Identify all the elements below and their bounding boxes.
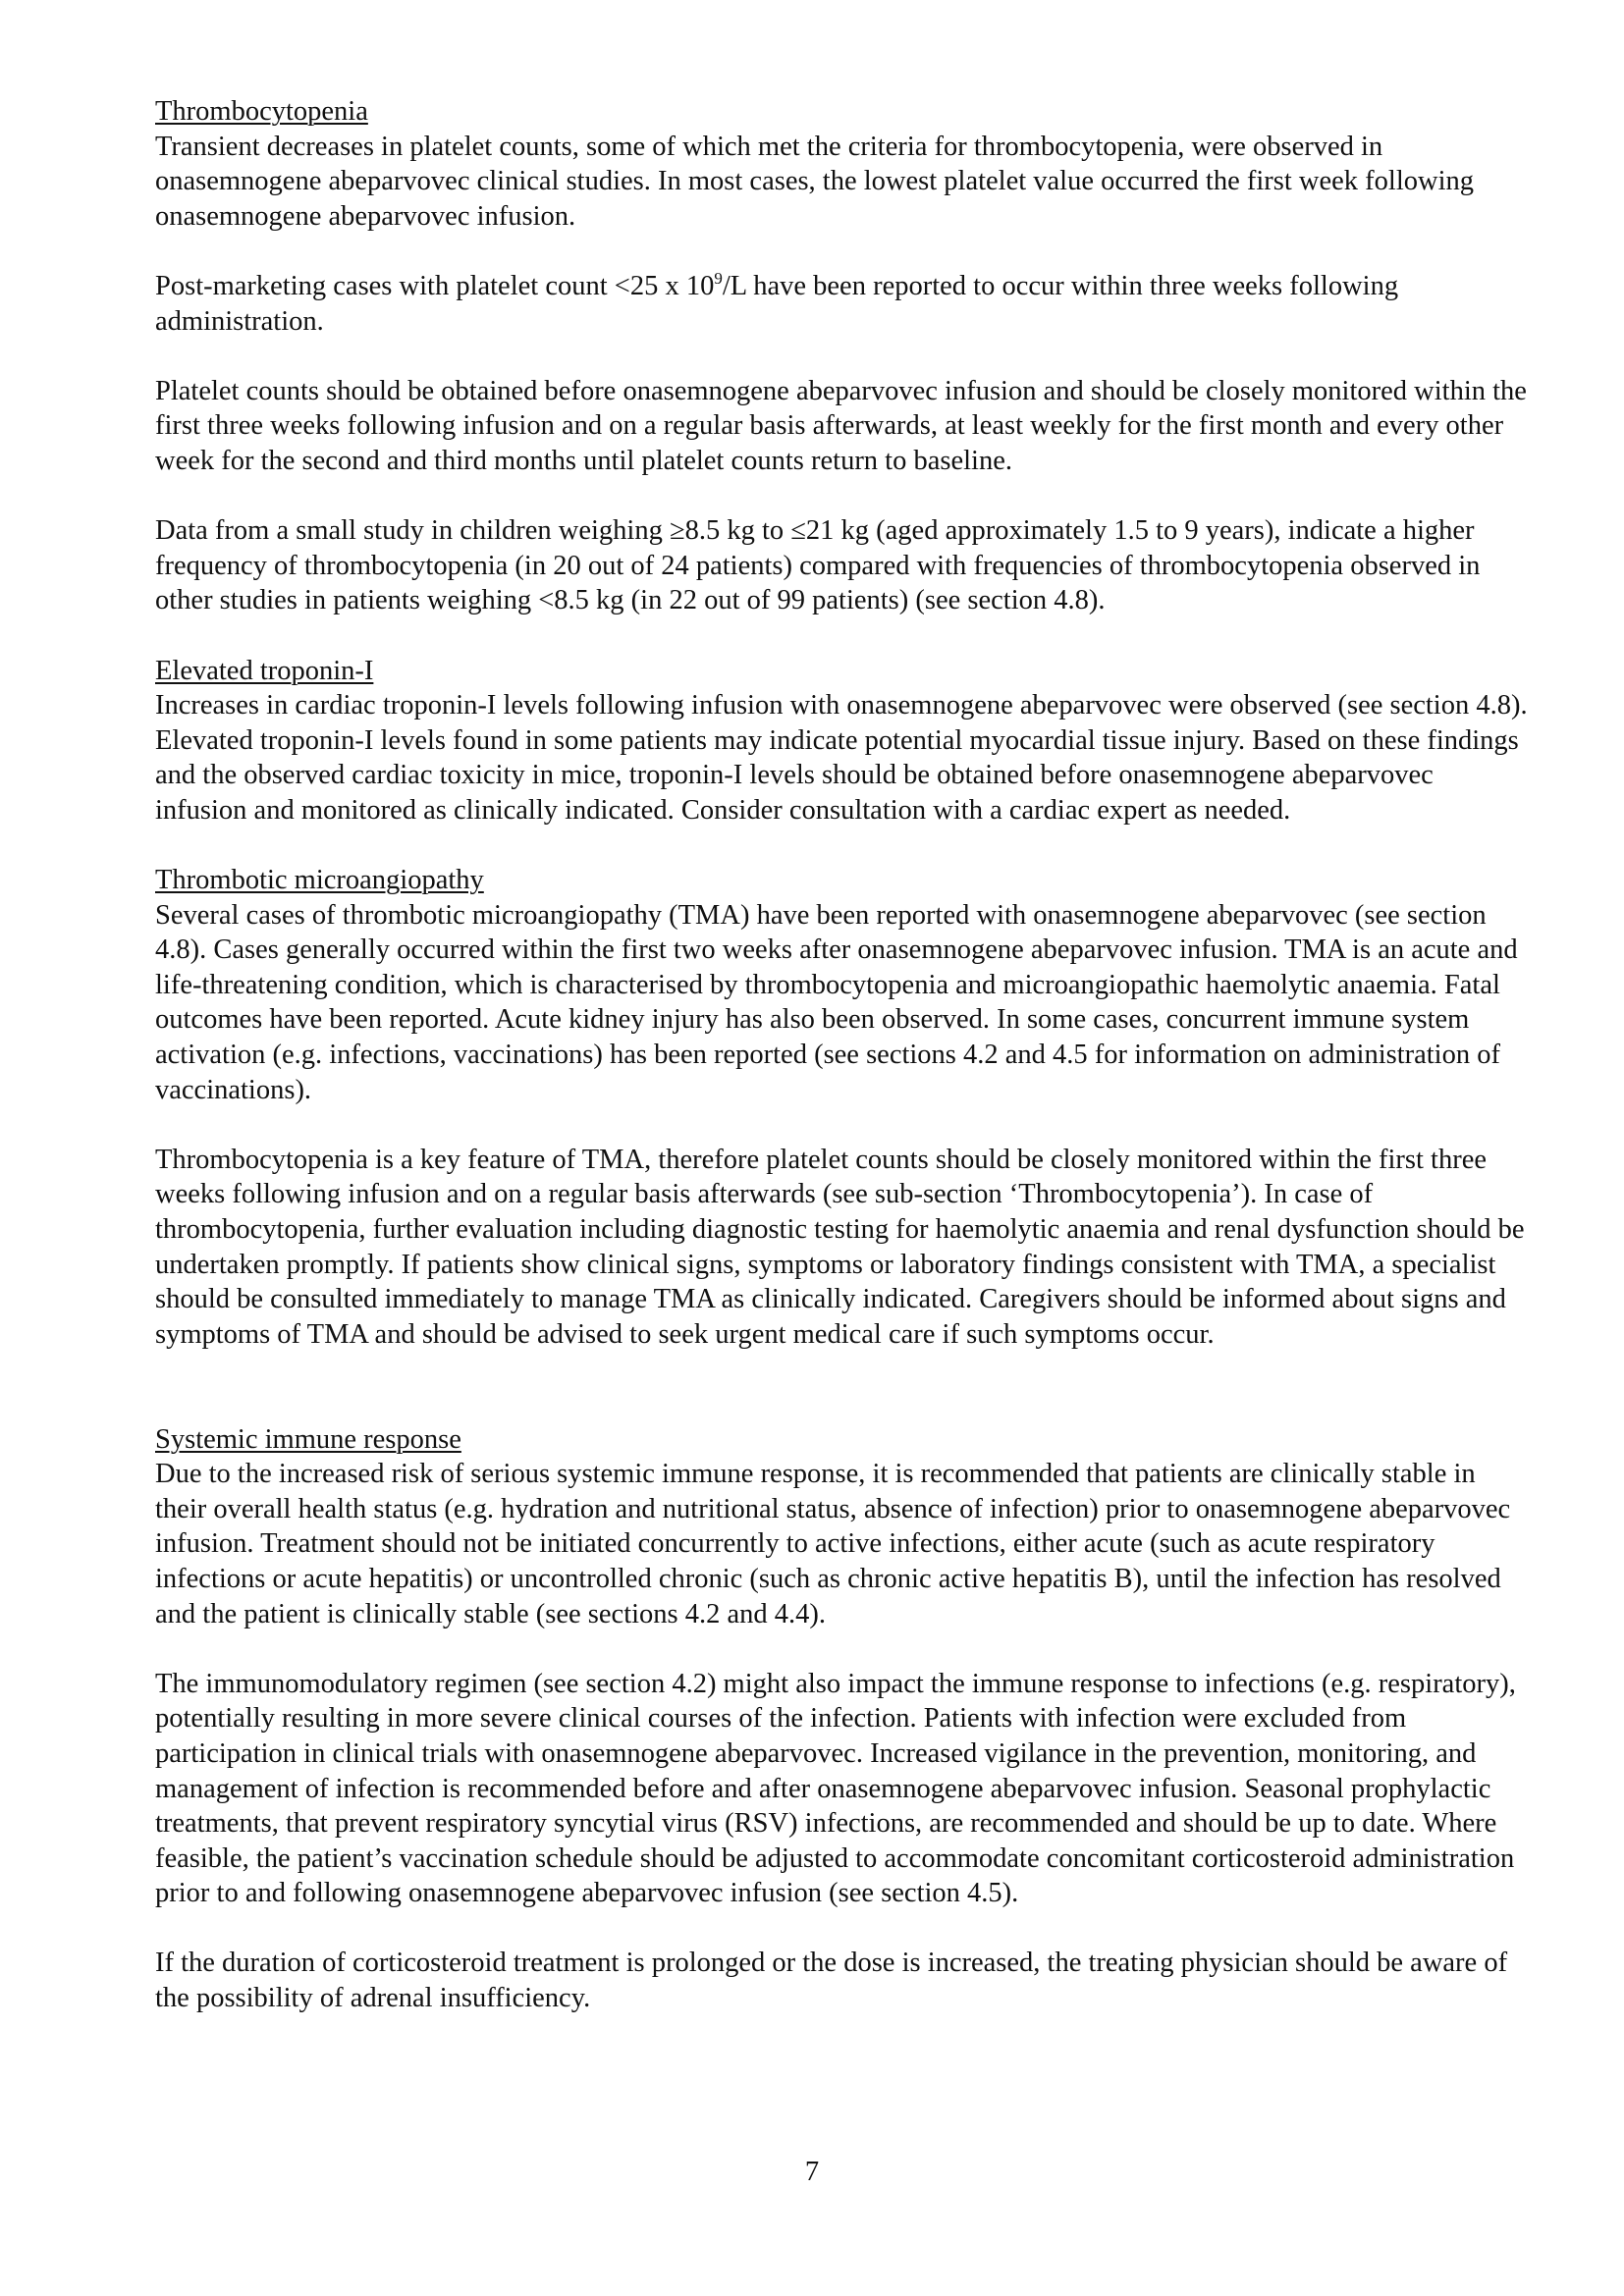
exponent-superscript: 9	[714, 268, 723, 288]
immune-paragraph-3: If the duration of corticosteroid treatment is prolonged or the dose is increased, the treating physician should be aware of the possibility of adrenal insufficiency.	[155, 1948, 1508, 2014]
thrombocytopenia-paragraph-3: Platelet counts should be obtained before onasemnogene abeparvovec infusion and should be closely monitored within the first three weeks following infusion and on a regular basis afterwards, at least weekly for the first month and every other week for the second and third months until platelet counts return to baseline.	[155, 375, 1527, 476]
thrombocytopenia-paragraph-2-part-1: Post-marketing cases with platelet count <25 x 10	[155, 270, 715, 301]
paragraph-gap	[155, 1107, 1530, 1143]
paragraph-gap	[155, 618, 1530, 654]
thrombocytopenia-paragraph-2-part-2: /L have been reported to occur within three weeks following administration.	[155, 270, 1399, 337]
section-heading-thrombocytopenia: Thrombocytopenia	[155, 96, 368, 127]
paragraph-gap	[155, 339, 1530, 374]
tma-paragraph-1: Several cases of thrombotic microangiopathy (TMA) have been reported with onasemnogene abeparvovec (see section 4.8). Cases generally occurred within the first two weeks after onasemnogene abeparvovec infusion. TMA is an acute and life-threatening condition, which is characterised by thrombocytopenia and microangiopathic haemolytic anaemia. Fatal outcomes have been reported. Acute kidney injury has also been observed. In some cases, concurrent immune system activation (e.g. infections, vaccinations) has been reported (see sections 4.2 and 4.5 for information on administration of vaccinations).	[155, 899, 1518, 1105]
thrombocytopenia-paragraph-1: Transient decreases in platelet counts, some of which met the criteria for thrombocytopenia, were observed in onasemnogene abeparvovec clinical studies. In most cases, the lowest platelet value occurred the first week following onasemnogene abeparvovec infusion.	[155, 131, 1474, 232]
document-page	[155, 94, 1530, 2016]
paragraph-gap	[155, 1911, 1530, 1947]
tma-paragraph-2: Thrombocytopenia is a key feature of TMA, therefore platelet counts should be closely monitored within the first three weeks following infusion and on a regular basis afterwards (see sub-section ‘Thrombocytopenia’). In case of thrombocytopenia, further evaluation including diagnostic testing for haemolytic anaemia and renal dysfunction should be undertaken promptly. If patients show clinical signs, symptoms or laboratory findings consistent with TMA, a specialist should be consulted immediately to manage TMA as clinically indicated. Caregivers should be informed about signs and symptoms of TMA and should be advised to seek urgent medical care if such symptoms occur.	[155, 1144, 1525, 1350]
immune-paragraph-2: The immunomodulatory regimen (see section 4.2) might also impact the immune response to infections (e.g. respiratory), potentially resulting in more severe clinical courses of the infection. Patients with infection were excluded from participation in clinical trials with onasemnogene abeparvovec. Increased vigilance in the prevention, monitoring, and management of infection is recommended before and after onasemnogene abeparvovec infusion. Seasonal prophylactic treatments, that prevent respiratory syncytial virus (RSV) infections, are recommended and should be up to date. Where feasible, the patient’s vaccination schedule should be adjusted to accommodate concomitant corticosteroid administration prior to and following onasemnogene abeparvovec infusion (see section 4.5).	[155, 1668, 1516, 1909]
paragraph-gap	[155, 234, 1530, 269]
paragraph-gap	[155, 1631, 1530, 1667]
section-heading-immune-response: Systemic immune response	[155, 1423, 461, 1455]
paragraph-gap	[155, 828, 1530, 863]
thrombocytopenia-paragraph-4: Data from a small study in children weighing ≥8.5 kg to ≤21 kg (aged approximately 1.5 to 9 years), indicate a higher frequency of thrombocytopenia (in 20 out of 24 patients) compared with frequencies of thrombocytopenia observed in other studies in patients weighing <8.5 kg (in 22 out of 99 patients) (see section 4.8).	[155, 515, 1481, 616]
section-heading-tma: Thrombotic microangiopathy	[155, 865, 484, 896]
paragraph-gap	[155, 479, 1530, 514]
section-heading-troponin: Elevated troponin-I	[155, 655, 374, 686]
troponin-paragraph-1: Increases in cardiac troponin-I levels following infusion with onasemnogene abeparvovec were observed (see section 4.8). Elevated troponin-I levels found in some patients may indicate potential myocardial tissue injury. Based on these findings and the observed cardiac toxicity in mice, troponin-I levels should be obtained before onasemnogene abeparvovec infusion and monitored as clinically indicated. Consider consultation with a cardiac expert as needed.	[155, 690, 1528, 826]
immune-paragraph-1: Due to the increased risk of serious systemic immune response, it is recommended that patients are clinically stable in their overall health status (e.g. hydration and nutritional status, absence of infection) prior to onasemnogene abeparvovec infusion. Treatment should not be initiated concurrently to active infections, either acute (such as acute respiratory infections or acute hepatitis) or uncontrolled chronic (such as chronic active hepatitis B), until the infection has resolved and the patient is clinically stable (see sections 4.2 and 4.4).	[155, 1459, 1511, 1629]
thrombocytopenia-paragraph-2	[155, 269, 1530, 339]
section-gap	[155, 1352, 1530, 1421]
page-number: 7	[804, 2157, 820, 2187]
